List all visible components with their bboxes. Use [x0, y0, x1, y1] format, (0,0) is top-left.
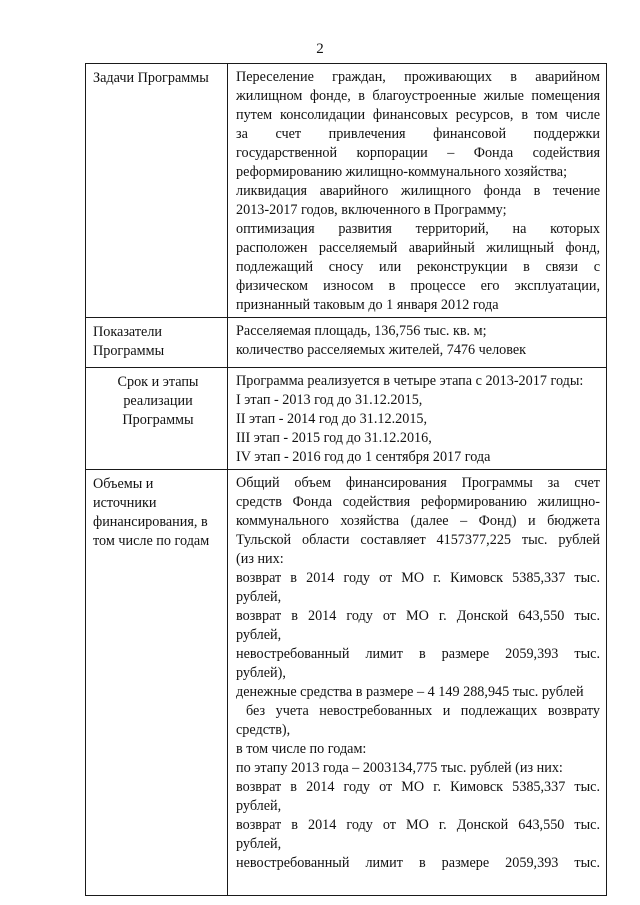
tasks-text-line: оптимизация развития территорий, на которых	[236, 221, 600, 237]
funding-text-line: Тульской области составляет 4157377,225 тыс. рублей	[236, 532, 600, 548]
funding-text-line: невостребованный лимит в размере 2059,393 тыс.	[236, 646, 600, 662]
indicators-label-line: Показатели	[93, 324, 163, 340]
tasks-text-line: реформированию жилищно-коммунального хозяйства;	[236, 164, 568, 180]
tasks-text-line: путем консолидации финансовых ресурсов, в том числе	[236, 107, 600, 123]
funding-text-line: возврат в 2014 году от МО г. Донской 643,550 тыс.	[236, 608, 600, 624]
table-row-terms	[86, 368, 607, 470]
funding-text-line: рублей),	[236, 665, 286, 681]
tasks-text-line: государственной корпорации – Фонда содействия	[236, 145, 600, 161]
program-passport-table	[85, 63, 607, 896]
tasks-text-line: физическом износом в процессе его эксплуатации,	[236, 278, 600, 294]
funding-text-line: средств),	[236, 722, 291, 738]
terms-label-line: реализации	[123, 393, 193, 409]
terms-text-line: I этап - 2013 год до 31.12.2015,	[236, 392, 423, 408]
table-row-tasks	[86, 64, 607, 318]
indicators-text-line: Расселяемая площадь, 136,756 тыс. кв. м;	[236, 323, 487, 339]
tasks-text-line: Переселение граждан, проживающих в аварийном	[236, 69, 600, 85]
tasks-text-line: жилищном фонде, в благоустроенные жилые помещения	[236, 88, 600, 104]
funding-label-cell	[86, 470, 228, 896]
tasks-value-cell	[228, 64, 607, 318]
funding-text-line: средств Фонда содействия реформированию жилищно-	[236, 494, 600, 510]
funding-text-line: рублей,	[236, 836, 282, 852]
funding-label-line: финансирования, в	[93, 514, 208, 530]
funding-text-line: рублей,	[236, 589, 282, 605]
terms-text-line: Программа реализуется в четыре этапа с 2013-2017 годы:	[236, 373, 584, 389]
tasks-text-line: за счет привлечения финансовой поддержки	[236, 126, 600, 142]
tasks-text-line: признанный таковым до 1 января 2012 года	[236, 297, 499, 313]
funding-text-line: возврат в 2014 году от МО г. Кимовск 5385,337 тыс.	[236, 570, 600, 586]
tasks-text-line: подлежащий сносу или реконструкции в связи с	[236, 259, 600, 275]
terms-label-cell	[86, 368, 228, 470]
terms-label-line: Срок и этапы	[117, 374, 199, 390]
tasks-text-line: расположен расселяемый аварийный жилищный фонд,	[236, 240, 600, 256]
terms-value-cell	[228, 368, 607, 470]
funding-text-line: денежные средства в размере – 4 149 288,945 тыс. рублей	[236, 684, 584, 700]
table-row-funding	[86, 470, 607, 896]
funding-label-line: Объемы и	[93, 476, 154, 492]
indicators-value-cell	[228, 318, 607, 368]
indicators-label-line: Программы	[93, 343, 165, 359]
funding-label-line: источники	[93, 495, 157, 511]
funding-text-line: без учета невостребованных и подлежащих возврату	[246, 703, 600, 719]
tasks-text-line: 2013-2017 годов, включенного в Программу;	[236, 202, 507, 218]
funding-text-line: Общий объем финансирования Программы за счет	[236, 475, 600, 491]
indicators-label-cell	[86, 318, 228, 368]
funding-label-line: том числе по годам	[93, 533, 210, 549]
table-row-indicators	[86, 318, 607, 368]
tasks-label-line: Задачи Программы	[93, 70, 209, 86]
funding-text-line: возврат в 2014 году от МО г. Донской 643,550 тыс.	[236, 817, 600, 833]
tasks-label-cell	[86, 64, 228, 318]
funding-text-line: рублей,	[236, 627, 282, 643]
funding-text-line: рублей,	[236, 798, 282, 814]
funding-text-line: возврат в 2014 году от МО г. Кимовск 5385,337 тыс.	[236, 779, 600, 795]
funding-text-line: невостребованный лимит в размере 2059,393 тыс.	[236, 855, 600, 871]
funding-text-line: коммунального хозяйства (далее – Фонд) и бюджета	[236, 513, 600, 529]
indicators-text-line: количество расселяемых жителей, 7476 человек	[236, 342, 527, 358]
page-number: 2	[316, 41, 324, 57]
funding-value-cell	[228, 470, 607, 896]
funding-text-line: в том числе по годам:	[236, 741, 367, 757]
funding-text-line: (из них:	[236, 551, 284, 567]
terms-text-line: III этап - 2015 год до 31.12.2016,	[236, 430, 432, 446]
terms-text-line: IV этап - 2016 год до 1 сентября 2017 года	[236, 449, 491, 465]
funding-text-line: по этапу 2013 года – 2003134,775 тыс. рублей (из них:	[236, 760, 563, 776]
terms-label-line: Программы	[122, 412, 194, 428]
terms-text-line: II этап - 2014 год до 31.12.2015,	[236, 411, 428, 427]
tasks-text-line: ликвидация аварийного жилищного фонда в течение	[236, 183, 600, 199]
